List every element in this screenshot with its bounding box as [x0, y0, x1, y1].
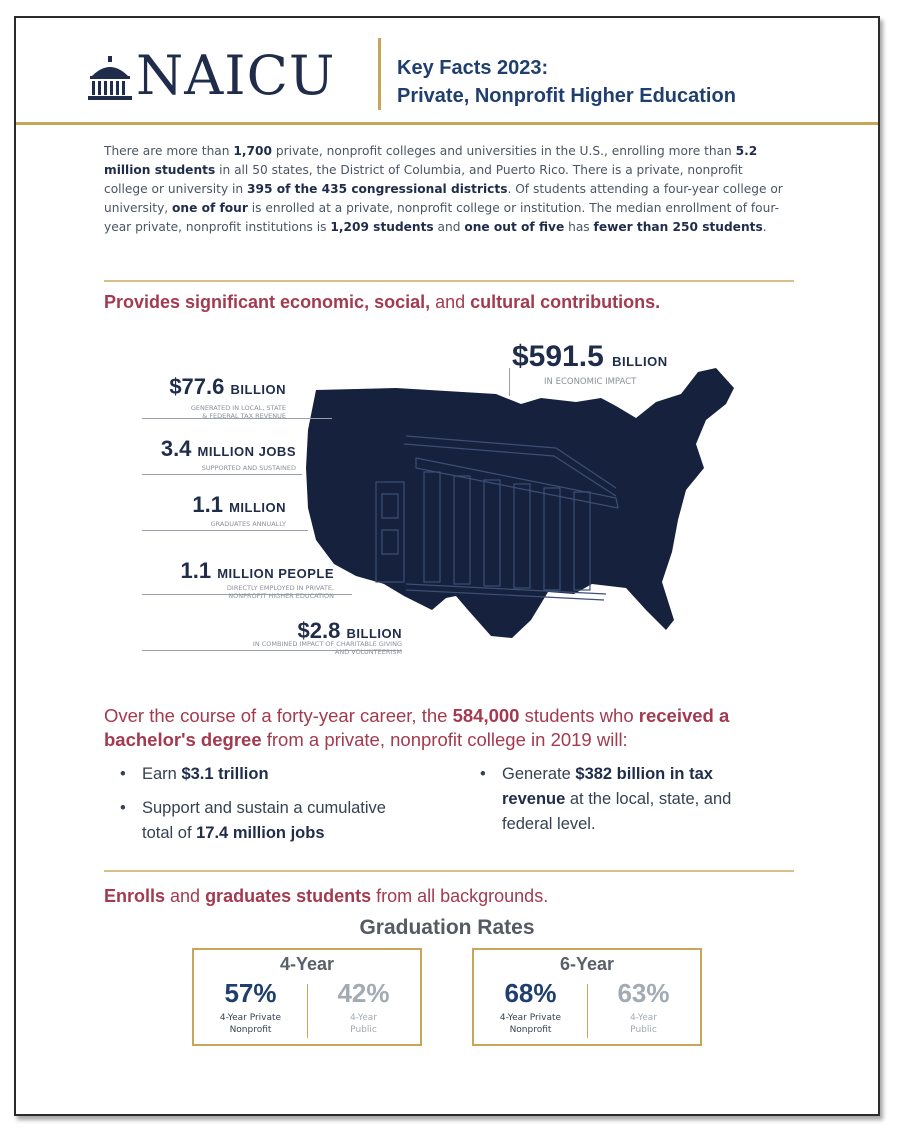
intro-highlight: fewer than 250 students [593, 220, 763, 234]
bullet-text: Generate [502, 765, 576, 783]
header-rule [16, 122, 878, 125]
intro-highlight: one of four [172, 201, 248, 215]
leader-line [142, 474, 302, 475]
heading-emphasis: Provides significant economic, social, [104, 292, 431, 312]
bullet-dot: • [120, 765, 126, 783]
section-divider [104, 280, 794, 282]
intro-text: There are more than [104, 144, 234, 158]
callout-value: $77.6 [169, 374, 225, 399]
bullet-highlight: revenue [502, 790, 566, 808]
box-title: 4-Year [279, 954, 335, 974]
box-title: 6-Year [559, 954, 615, 974]
callout-jobs [116, 436, 296, 462]
label-line: Public [350, 1025, 377, 1035]
intro-text: . [762, 220, 767, 234]
intro-text: . Of students attending a four-year college or university, [104, 182, 783, 215]
callout-unit: BILLION [346, 626, 402, 641]
intro-text: is enrolled at a private, nonprofit college or institution. The median enrollment of four-year private, nonprofit institutions is [104, 201, 779, 234]
callout-caption [136, 404, 286, 420]
us-map-illustration [286, 358, 736, 648]
intro-text: has [564, 220, 594, 234]
bullet-text: Support and sustain a cumulative [142, 799, 386, 817]
leader-line [509, 368, 510, 396]
callout-unit: MILLION JOBS [197, 444, 296, 459]
label-line: 4-Year [350, 1013, 377, 1023]
intro-text: and [433, 220, 465, 234]
bullet-highlight: $3.1 trillion [181, 765, 269, 783]
bullet-earn [120, 762, 462, 787]
callout-employed [136, 558, 334, 584]
callout-caption: GRADUATES ANNUALLY [210, 520, 286, 528]
caption-line: IN COMBINED IMPACT OF CHARITABLE GIVING [252, 640, 402, 648]
graduation-box-4-year [192, 948, 422, 1046]
caption-line: AND VOLUNTEERISM [334, 648, 402, 656]
callout-tax-revenue [150, 374, 286, 400]
header-divider [378, 38, 381, 110]
caption-line: NONPROFIT HIGHER EDUCATION [228, 592, 334, 600]
callout-value: $2.8 [297, 618, 341, 643]
title-line-1: Key Facts 2023: [397, 57, 549, 79]
career-highlight: received a bachelor's degree [104, 705, 730, 750]
bullet-text: federal level. [502, 815, 596, 833]
us-map-shape [306, 368, 734, 638]
bullet-highlight: $382 billion in tax [575, 765, 713, 783]
graduation-box-6-year [472, 948, 702, 1046]
callout-caption [166, 640, 402, 656]
label-line: 4-Year Private [219, 1013, 282, 1023]
rate-public-label [587, 1012, 700, 1036]
bullet-dot: • [120, 799, 126, 817]
intro-highlight: 395 of the 435 congressional districts [247, 182, 508, 196]
label-line: 4-Year [630, 1013, 657, 1023]
callout-economic-impact [512, 340, 668, 374]
heading-text: from all backgrounds. [371, 886, 549, 906]
label-line: Nonprofit [509, 1025, 552, 1035]
section-heading-contributions [104, 292, 660, 313]
heading-emphasis: Enrolls [104, 886, 166, 906]
bullet-highlight: 17.4 million jobs [196, 824, 325, 842]
callout-unit: BILLION [230, 382, 286, 397]
caption-line: & FEDERAL TAX REVENUE [202, 412, 286, 420]
rate-public-label [307, 1012, 420, 1036]
callout-caption: SUPPORTED AND SUSTAINED [201, 464, 296, 472]
page-title [397, 54, 736, 110]
bullet-text: at the local, state, and [565, 790, 732, 808]
caption-line: GENERATED IN LOCAL, STATE [190, 404, 286, 412]
callout-value: 3.4 [160, 436, 192, 461]
career-highlight: 584,000 [452, 705, 520, 726]
callout-caption: IN ECONOMIC IMPACT [544, 377, 637, 387]
bullet-text: total of [142, 824, 197, 842]
heading-text: and [165, 886, 206, 906]
callout-value: 1.1 [192, 492, 223, 517]
heading-emphasis: cultural contributions. [470, 292, 661, 312]
section-divider [104, 870, 794, 872]
graduation-rates-title: Graduation Rates [359, 916, 535, 939]
callout-unit: BILLION [612, 354, 668, 369]
rate-public: 42% [337, 978, 390, 1008]
intro-text: private, nonprofit colleges and universities in the U.S., enrolling more than [271, 144, 736, 158]
fact-sheet-page [14, 16, 880, 1116]
career-statement [104, 704, 824, 752]
label-line: Public [630, 1025, 657, 1035]
heading-text: and [430, 292, 471, 312]
intro-highlight: 1,700 [233, 144, 272, 158]
rate-private: 68% [504, 978, 557, 1008]
callout-unit: MILLION [229, 500, 286, 515]
callout-caption [136, 584, 334, 600]
callout-value: 1.1 [180, 558, 212, 583]
intro-paragraph [104, 142, 784, 237]
section-heading-backgrounds [104, 886, 548, 907]
intro-highlight: 5.2 million students [104, 144, 758, 177]
career-text: students who [519, 705, 639, 726]
rate-private: 57% [224, 978, 277, 1008]
heading-emphasis: graduates students [205, 886, 372, 906]
intro-text: in all 50 states, the District of Columbia, and Puerto Rico. There is a private, nonprofit college or university in [104, 163, 743, 196]
intro-highlight: 1,209 students [330, 220, 434, 234]
leader-line [142, 530, 308, 531]
label-line: 4-Year Private [499, 1013, 562, 1023]
callout-graduates [136, 492, 286, 518]
capitol-dome-icon [88, 54, 132, 104]
rate-public: 63% [617, 978, 670, 1008]
naicu-logo: NAICU [136, 44, 336, 107]
bullet-dot: • [480, 765, 486, 783]
intro-highlight: one out of five [464, 220, 565, 234]
career-text: Over the course of a forty-year career, the [104, 705, 453, 726]
callout-unit: MILLION PEOPLE [217, 566, 334, 581]
caption-line: DIRECTLY EMPLOYED IN PRIVATE, [226, 584, 334, 592]
rate-private-label [194, 1012, 307, 1036]
bullet-text: Earn [142, 765, 182, 783]
career-text: from a private, nonprofit college in 2019 will: [261, 729, 628, 750]
label-line: Nonprofit [229, 1025, 272, 1035]
title-line-2: Private, Nonprofit Higher Education [397, 85, 736, 107]
bullet-jobs [120, 796, 462, 846]
callout-value: $591.5 [512, 340, 604, 373]
rate-private-label [474, 1012, 587, 1036]
bullet-tax [480, 762, 802, 837]
